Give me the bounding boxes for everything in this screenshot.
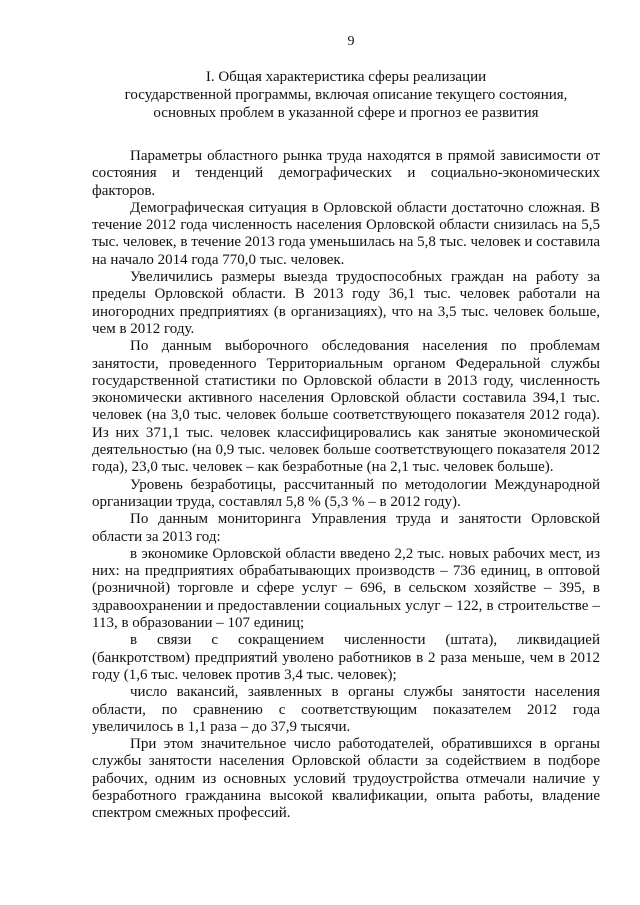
heading-line: основных проблем в указанной сфере и прогноз ее развития <box>153 105 539 121</box>
heading-line: государственной программы, включая описание текущего состояния, <box>124 87 568 103</box>
paragraph: Уровень безработицы, рассчитанный по методологии Международной организации труда, составлял 5,8 % (5,3 % – в 2012 году). <box>92 476 600 510</box>
paragraph: При этом значительное число работодателей, обратившихся в органы службы занятости населения Орловской области за содействием в подборе рабочих, одним из основных условий трудоустройства отмечали наличие у безработного гражданина высокой квалификации, опыта работы, владение спектром смежных профессий. <box>92 736 600 822</box>
page-number: 9 <box>347 34 355 49</box>
heading-line: I. Общая характеристика сферы реализации <box>205 69 487 85</box>
list-item: в экономике Орловской области введено 2,2 тыс. новых рабочих мест, из них: на предприятиях обрабатывающих производств – 736 единиц, в оптовой (розничной) торговле и сфере услуг – 696, в сельском хозяйстве – 395, в здравоохранении и предоставлении социальных услуг – 122, в строительстве – 113, в образовании – 107 единиц; <box>92 545 600 632</box>
section-heading <box>92 68 600 122</box>
paragraph: По данным мониторинга Управления труда и занятости Орловской области за 2013 год: <box>92 511 600 545</box>
list-item: в связи с сокращением численности (штата), ликвидацией (банкротством) предприятий уволено работников в 2 раза меньше, чем в 2012 году (1,6 тыс. человек против 3,4 тыс. человек); <box>92 632 600 683</box>
paragraph: По данным выборочного обследования населения по проблемам занятости, проведенного Территориальным органом Федеральной службы государственной статистики по Орловской области в 2013 году, численность экономически активного населения Орловской области составила 394,1 тыс. человек (на 3,0 тыс. человек больше соответствующего показателя 2012 года). Из них 371,1 тыс. человек классифицировались как занятые экономической деятельностью (на 0,9 тыс. человек больше соответствующего показателя 2012 года), 23,0 тыс. человек – как безработные (на 2,1 тыс. человек больше). <box>92 338 600 476</box>
list-item: число вакансий, заявленных в органы службы занятости населения области, по сравнению с соответствующим показателем 2012 года увеличилось в 1,1 раза – до 37,9 тысячи. <box>92 684 600 735</box>
paragraph: Увеличились размеры выезда трудоспособных граждан на работу за пределы Орловской области. В 2013 году 36,1 тыс. человек работали на иногородних предприятиях (в организациях), что на 3,5 тыс. человек больше, чем в 2012 году. <box>92 269 600 337</box>
paragraph: Демографическая ситуация в Орловской области достаточно сложная. В течение 2012 года численность населения Орловской области снизилась на 5,5 тыс. человек, в течение 2013 года уменьшилась на 5,8 тыс. человек и составила на начало 2014 года 770,0 тыс. человек. <box>92 199 600 268</box>
paragraph: Параметры областного рынка труда находятся в прямой зависимости от состояния и тенденций демографических и социально-экономических факторов. <box>92 148 600 199</box>
